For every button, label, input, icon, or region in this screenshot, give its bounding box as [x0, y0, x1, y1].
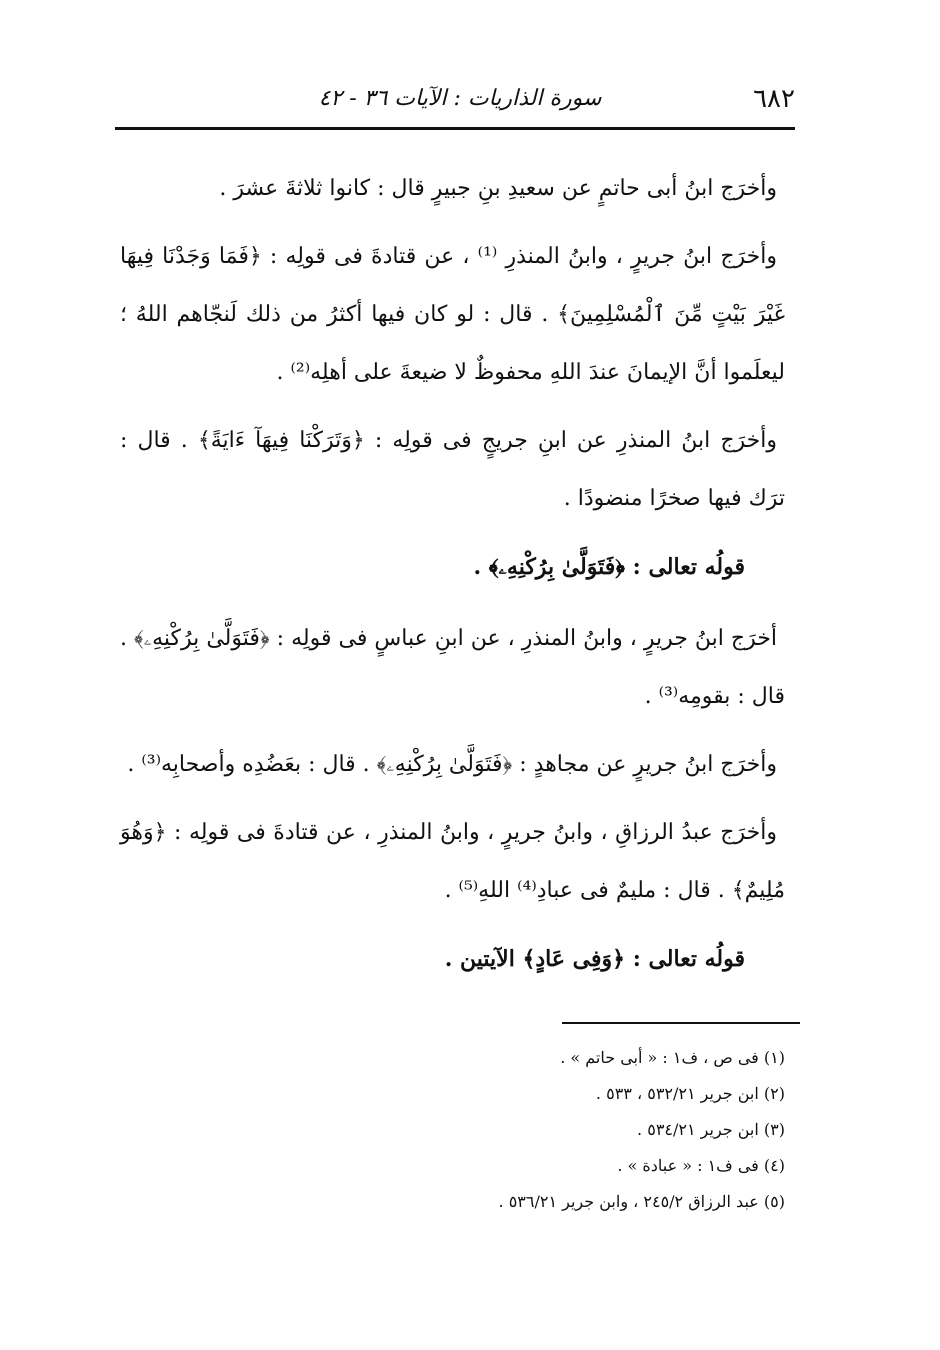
- footnote: (٣) ابن جرير ٥٣٤/٢١ .: [637, 1120, 785, 1139]
- footnotes: [120, 1040, 785, 1220]
- paragraph: وأخرَج ابنُ جريرٍ عن مجاهدٍ : ﴿فَتَوَلَّىٰ بِرُكْنِهِۦ﴾ . قال : بعَضُدِه وأصحابِه⁽³⁾ .: [127, 752, 777, 777]
- paragraph: أخرَج ابنُ جريرٍ ، وابنُ المنذرِ ، عن ابنِ عباسٍ فى قولِه : ﴿فَتَوَلَّىٰ بِرُكْنِهِۦ﴾ . قال : بقومِه⁽³⁾ .: [120, 626, 785, 709]
- footnote-rule: [562, 1022, 800, 1024]
- page-header: [115, 80, 795, 124]
- paragraph: وأخرَج ابنُ أبى حاتمٍ عن سعيدِ بنِ جبيرٍ قال : كانوا ثلاثةَ عشرَ .: [219, 176, 777, 201]
- footnote: (٢) ابن جرير ٥٣٢/٢١ ، ٥٣٣ .: [595, 1084, 785, 1103]
- paragraph: وأخرَج ابنُ المنذرِ عن ابنِ جريجٍ فى قولِه : ﴿وَتَرَكْنَا فِيهَآ ءَايَةً﴾ . قال : ترَك فيها صخرًا منضودًا .: [120, 428, 785, 511]
- page-number: ٦٨٢: [753, 84, 795, 114]
- section-heading: قولُه تعالى : ﴿فَتَوَلَّىٰ بِرُكْنِهِۦ﴾ .: [473, 554, 745, 580]
- paragraph: وأخرَج ابنُ جريرٍ ، وابنُ المنذرِ ⁽¹⁾ ، عن قتادةَ فى قولِه : ﴿فَمَا وَجَدْنَا فِيهَا غَيْرَ بَيْتٍ مِّنَ ٱلْمُسْلِمِينَ﴾ . قال : لو كان فيها أكثرُ من ذلك لَنجّاهم اللهُ ؛ ليعلَموا أنَّ الإيمانَ عندَ اللهِ محفوظٌ لا ضيعةَ على أهلِه⁽²⁾ .: [120, 244, 785, 385]
- footnote: (٤) فى ف١ : « عبادة » .: [617, 1156, 785, 1175]
- footnote: (١) فى ص ، ف١ : « أبى حاتم » .: [560, 1048, 785, 1067]
- page-body: [120, 160, 785, 1002]
- running-title: سورة الذاريات : الآيات ٣٦ - ٤٢: [318, 86, 602, 111]
- footnote: (٥) عبد الرزاق ٢٤٥/٢ ، وابن جرير ٥٣٦/٢١ .: [498, 1192, 785, 1211]
- header-rule: [115, 127, 795, 130]
- paragraph: وأخرَج عبدُ الرزاقِ ، وابنُ جريرٍ ، وابنُ المنذرِ ، عن قتادةَ فى قولِه : ﴿وَهُوَ مُلِيمٌ﴾ . قال : مليمٌ فى عبادِ⁽⁴⁾ اللهِ⁽⁵⁾ .: [120, 820, 785, 903]
- section-heading: قولُه تعالى : ﴿وَفِى عَادٍ﴾ الآيتين .: [444, 946, 745, 972]
